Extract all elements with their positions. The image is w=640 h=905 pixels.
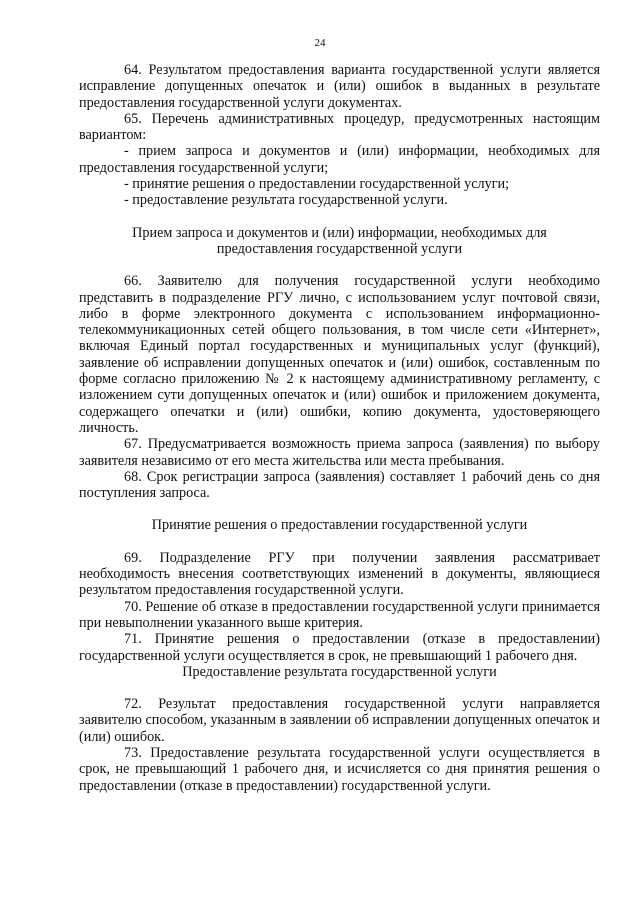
paragraph-64: 64. Результатом предоставления варианта государственной услуги является исправление допущенных опечаток и (или) ошибок в выданных в результате предоставления государственной услуги документах.	[79, 62, 600, 111]
paragraph-70: 70. Решение об отказе в предоставлении государственной услуги принимается при невыполнении указанного выше критерия.	[79, 598, 600, 631]
paragraph-65: 65. Перечень административных процедур, предусмотренных настоящим вариантом:	[79, 110, 600, 144]
paragraph-72: 72. Результат предоставления государственной услуги направляется заявителю способом, указанным в заявлении об исправлении допущенных опечаток и (или) ошибок.	[79, 696, 600, 745]
spacer	[79, 257, 600, 273]
page-number: 24	[314, 37, 326, 49]
paragraph-71: 71. Принятие решения о предоставлении (отказе в предоставлении) государственной услуги осуществляется в срок, не превышающий 1 рабочего дня.	[79, 631, 600, 664]
paragraph-73: 73. Предоставление результата государственной услуги осуществляется в срок, не превышающий 1 рабочего дня, и исчисляется со дня принятия решения о предоставлении (отказе в предоставлении) государственной услуги.	[79, 744, 600, 794]
section-heading-result: Предоставление результата государственной услуги	[182, 663, 497, 680]
list-item-procedure-1: - прием запроса и документов и (или) информации, необходимых для предоставления государственной услуги;	[79, 143, 600, 176]
spacer	[79, 501, 600, 517]
section-heading-decision: Принятие решения о предоставлении государственной услуги	[151, 517, 528, 534]
spacer	[79, 680, 600, 696]
paragraph-66: 66. Заявителю для получения государственной услуги необходимо представить в подразделение РГУ лично, с использованием услуг почтовой связи, либо в форме электронного документа с использованием информационно-телекоммуникационных сетей общего пользования, в том числе сети «Интернет», включая Единый портал государственных и муниципальных услуг (функций), заявление об исправлении допущенных опечаток и (или) ошибок, составленным по форме согласно приложению № 2 к настоящему административному регламенту, с изложением сути допущенных опечаток и (или) ошибок и приложением документа, содержащего опечатки и (или) ошибки, копию документа, удостоверяющего личность.	[79, 273, 600, 436]
spacer	[79, 209, 600, 225]
list-item-procedure-2: - принятие решения о предоставлении государственной услуги;	[124, 176, 510, 193]
paragraph-67: 67. Предусматривается возможность приема запроса (заявления) по выбору заявителя независимо от его места жительства или места пребывания.	[79, 436, 600, 469]
list-item-procedure-3: - предоставление результата государственной услуги.	[124, 192, 448, 209]
paragraph-68: 68. Срок регистрации запроса (заявления) составляет 1 рабочий день со дня поступления запроса.	[79, 468, 600, 502]
paragraph-69: 69. Подразделение РГУ при получении заявления рассматривает необходимость внесения соответствующих изменений в документы, являющиеся результатом предоставления государственной услуги.	[79, 549, 600, 599]
section-heading-request: Прием запроса и документов и (или) информации, необходимых для предоставления государственной услуги	[132, 224, 547, 257]
document-body	[79, 62, 600, 794]
spacer	[79, 534, 600, 550]
